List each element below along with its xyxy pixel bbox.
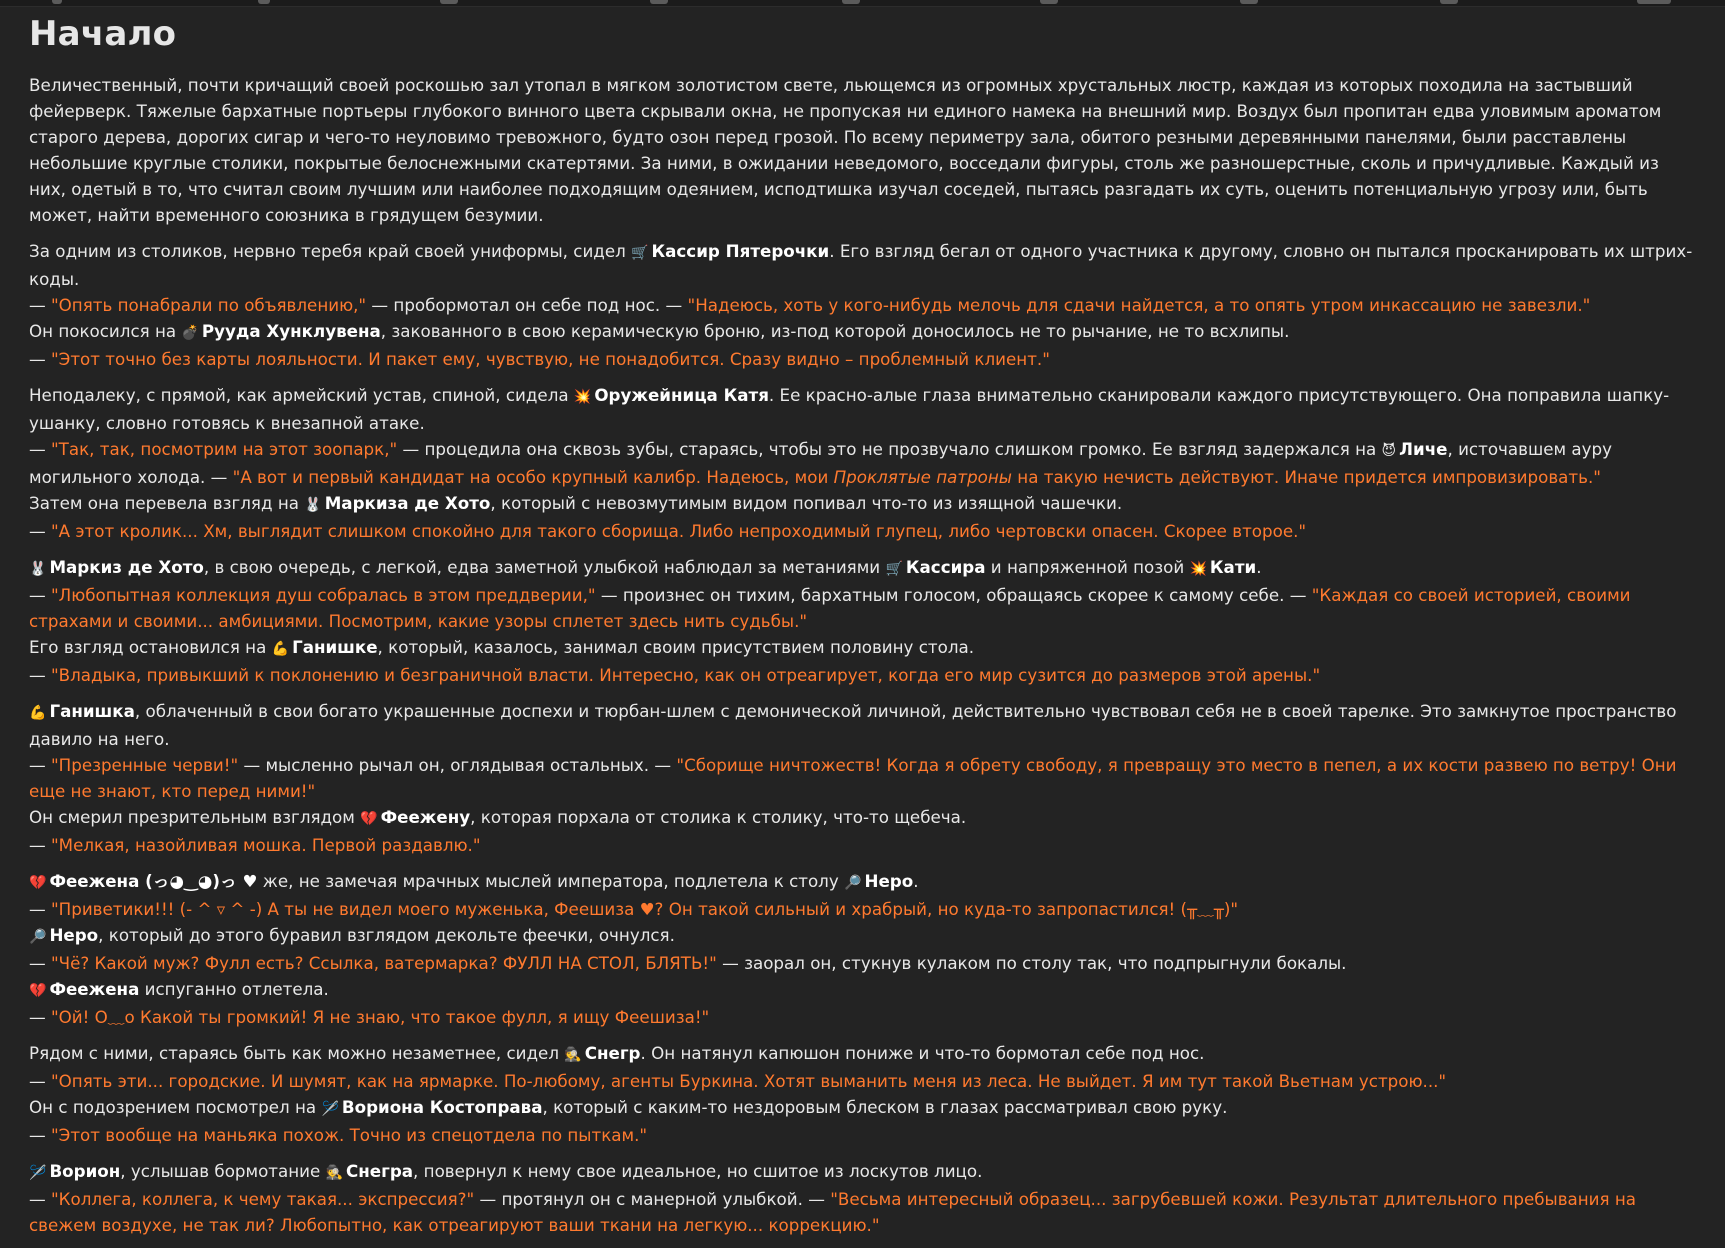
text-line: 💔 Феежена (っ◕‿◕)っ ♥ же, не замечая мрачных мыслей императора, подлетела к столу 🔎 Неро. xyxy=(29,871,919,891)
quote: "Ой! O﹏o Какой ты громкий! Я не знаю, что такое фулл, я ищу Феешиза!" xyxy=(51,1007,710,1027)
text-line: 🪡 Ворион, услышав бормотание 🕵 Снегра, повернул к нему свое идеальное, но сшитое из лоскутов лицо. xyxy=(29,1161,983,1181)
quote: "Весьма интересный образец... загрубевшей кожи. Результат длительного пребывания на свежем воздухе, не так ли? Любопытно, как отреагируют ваши ткани на легкую... коррекцию." xyxy=(29,1189,1636,1235)
rabbit-icon: 🐰 xyxy=(304,497,322,513)
text-line: 🔎 Неро, который до этого буравил взглядом декольте феечки, очнулся. xyxy=(29,925,675,945)
toolbar-icon[interactable] xyxy=(258,0,270,4)
broken-heart-icon: 💔 xyxy=(360,811,378,827)
character-name: Ганишка xyxy=(49,701,135,721)
character-name: Маркиз де Хото xyxy=(49,557,204,577)
broken-heart-icon: 💔 xyxy=(29,875,47,891)
character-name: Кати xyxy=(1209,557,1257,577)
dialogue-line: — "Этот вообще на маньяка похож. Точно из спецотдела по пыткам." xyxy=(29,1125,648,1145)
text-line: Он покосился на 💣 Рууда Хунклувена, закованного в свою керамическую броню, из-под которой доносилось не то рычание, не то всхлипы. xyxy=(29,321,1290,341)
text-line: Он смерил презрительным взглядом 💔 Феежену, которая порхала от столика к столику, что-то щебеча. xyxy=(29,807,967,827)
quote: "Надеюсь, хоть у кого-нибудь мелочь для сдачи найдется, а то опять утром инкассацию не завезли." xyxy=(687,295,1591,315)
dialogue-line: — "Опять эти... городские. И шумят, как на ярмарке. По-любому, агенты Буркина. Хотят выманить меня из леса. Не выйдет. Я им тут такой Вьетнам устрою..." xyxy=(29,1071,1447,1091)
dialogue-line: — "Любопытная коллекция душ собралась в этом преддверии," — произнес он тихим, бархатным голосом, обращаясь скорее к самому себе. — "Каждая со своей историей, своими страхами и своими... амбициями. Посмотрим, какие узоры сплетет здесь нить судьбы." xyxy=(29,585,1631,631)
quote: "А этот кролик... Хм, выглядит слишком спокойно для такого сборища. Либо непроходимый глупец, либо чертовски опасен. Скорее второе." xyxy=(51,521,1307,541)
text-line: Он с подозрением посмотрел на 🪡 Вориона Костоправа, который с каким-то нездоровым блеском в глазах рассматривал свою руку. xyxy=(29,1097,1228,1117)
quote: "Опять понабрали по объявлению," xyxy=(51,295,367,315)
character-name: Вориона Костоправа xyxy=(341,1097,543,1117)
quote: "Чё? Какой муж? Фулл есть? Ссылка, ватермарка? ФУЛЛ НА СТОЛ, БЛЯТЬ!" xyxy=(51,953,717,973)
paragraph-vorion xyxy=(29,1158,1697,1238)
paragraph-ganishka xyxy=(29,698,1697,858)
text-line: Рядом с ними, стараясь быть как можно незаметнее, сидел 🕵 Снегр. Он натянул капюшон пониже и что-то бормотал себе под нос. xyxy=(29,1043,1205,1063)
toolbar-icon[interactable] xyxy=(1240,0,1258,4)
dialogue-line: — "Так, так, посмотрим на этот зоопарк," — процедила она сквозь зубы, стараясь, чтобы это не прозвучало слишком громко. Ее взгляд задержался на 😈 Личе, источавшем ауру могильного холода. — "А вот и первый кандидат на особо крупный калибр. Надеюсь, мои Проклятые патроны на такую нечисть действуют. Иначе придется импровизировать." xyxy=(29,439,1612,487)
cart-icon: 🛒 xyxy=(885,561,903,577)
needle-icon: 🪡 xyxy=(321,1101,339,1117)
dialogue-line: — "Презренные черви!" — мысленно рычал он, оглядывая остальных. — "Сборище ничтожеств! Когда я обрету свободу, я превращу это место в пепел, а их кости развею по ветру! Они еще не знают, кто перед ними!" xyxy=(29,755,1677,801)
quote: "А вот и первый кандидат на особо крупный калибр. Надеюсь, мои Проклятые патроны на такую нечисть действуют. Иначе придется импровизировать." xyxy=(232,467,1601,487)
character-name: Маркиза де Хото xyxy=(324,493,491,513)
detective-icon: 🕵 xyxy=(325,1165,344,1181)
paragraph-katya xyxy=(29,382,1697,544)
rabbit-icon: 🐰 xyxy=(29,561,47,577)
text-line: Его взгляд остановился на 💪 Ганишке, который, казалось, занимал своим присутствием половину стола. xyxy=(29,637,975,657)
dialogue-line: — "Этот точно без карты лояльности. И пакет ему, чувствую, не понадобится. Сразу видно – проблемный клиент." xyxy=(29,349,1050,369)
dialogue-line: — "Чё? Какой муж? Фулл есть? Ссылка, ватермарка? ФУЛЛ НА СТОЛ, БЛЯТЬ!" — заорал он, стукнув кулаком по столу так, что подпрыгнули бокалы. xyxy=(29,953,1347,973)
paragraph-cashier xyxy=(29,238,1697,372)
character-name: Снегр xyxy=(584,1043,641,1063)
bomb-icon: 💣 xyxy=(181,325,199,341)
quote: "Мелкая, назойливая мошка. Первой раздавлю." xyxy=(51,835,481,855)
story-content xyxy=(29,8,1697,1248)
paragraph-marquis xyxy=(29,554,1697,688)
dialogue-line: — "Мелкая, назойливая мошка. Первой раздавлю." xyxy=(29,835,481,855)
paragraph-snegr xyxy=(29,1040,1697,1148)
text-line: За одним из столиков, нервно теребя край своей униформы, сидел 🛒 Кассир Пятерочки. Его взгляд бегал от одного участника к другому, словно он пытался просканировать их штрих-коды. xyxy=(29,241,1693,289)
character-name: Кассира xyxy=(905,557,986,577)
character-name: Ганишке xyxy=(292,637,378,657)
quote: "Каждая со своей историей, своими страхами и своими... амбициями. Посмотрим, какие узоры сплетет здесь нить судьбы." xyxy=(29,585,1631,631)
top-toolbar xyxy=(0,0,1725,7)
quote: "Сборище ничтожеств! Когда я обрету свободу, я превращу это место в пепел, а их кости развею по ветру! Они еще не знают, кто перед ними!" xyxy=(29,755,1677,801)
quote: "Опять эти... городские. И шумят, как на ярмарке. По-любому, агенты Буркина. Хотят выманить меня из леса. Не выйдет. Я им тут такой Вьетнам устрою..." xyxy=(51,1071,1447,1091)
text-line: 💪 Ганишка, облаченный в свои богато украшенные доспехи и тюрбан-шлем с демонической личиной, действительно чувствовал себя не в своей тарелке. Это замкнутое пространство давило на него. xyxy=(29,701,1677,749)
detective-icon: 🕵 xyxy=(564,1047,582,1063)
text-line: 🐰 Маркиз де Хото, в свою очередь, с легкой, едва заметной улыбкой наблюдал за метаниями 🛒 Кассира и напряженной позой 💥 Кати. xyxy=(29,557,1262,577)
dialogue-line: — "А этот кролик... Хм, выглядит слишком спокойно для такого сборища. Либо непроходимый глупец, либо чертовски опасен. Скорее второе." xyxy=(29,521,1307,541)
text-line: 💔 Феежена испуганно отлетела. xyxy=(29,979,329,999)
dialogue-line: — "Ой! O﹏o Какой ты громкий! Я не знаю, что такое фулл, я ищу Феешиза!" xyxy=(29,1007,710,1027)
character-name: Личе xyxy=(1399,439,1448,459)
dialogue-line: — "Опять понабрали по объявлению," — пробормотал он себе под нос. — "Надеюсь, хоть у кого-нибудь мелочь для сдачи найдется, а то опять утром инкассацию не завезли." xyxy=(29,295,1591,315)
magnifier-icon: 🔎 xyxy=(29,929,47,945)
toolbar-icon[interactable] xyxy=(52,0,62,4)
character-name: Снегра xyxy=(346,1161,414,1181)
character-name: Неро xyxy=(864,871,914,891)
quote: "Этот вообще на маньяка похож. Точно из спецотдела по пыткам." xyxy=(51,1125,648,1145)
toolbar-icon[interactable] xyxy=(1637,0,1671,4)
text-line: Затем она перевела взгляд на 🐰 Маркиза де Хото, который с невозмутимым видом попивал что-то из изящной чашечки. xyxy=(29,493,1123,513)
toolbar-icon[interactable] xyxy=(650,0,668,4)
character-name: Феежена xyxy=(49,979,140,999)
paragraph-feezhena xyxy=(29,868,1697,1030)
paragraph-intro: Величественный, почти кричащий своей роскошью зал утопал в мягком золотистом свете, льющемся из огромных хрустальных люстр, каждая из которых походила на застывший фейерверк. Тяжелые бархатные портьеры глубокого винного цвета скрывали окна, не пропуская ни единого намека на внешний мир. Воздух был пропитан едва уловимым ароматом старого дерева, дорогих сигар и чего-то неуловимо тревожного, будто озон перед грозой. По всему периметру зала, обитого резными деревянными панелями, были расставлены небольшие круглые столики, покрытые белоснежными скатертями. За ними, в ожидании неведомого, восседали фигуры, столь же разношерстные, сколь и причудливые. Каждый из них, одетый в то, что считал своим лучшим или наиболее подходящим одеянием, исподтишка изучал соседей, пытаясь разгадать их суть, оценить потенциальную угрозу или, быть может, найти временного союзника в грядущем безумии. xyxy=(29,75,1662,225)
character-name: Рууда Хунклувена xyxy=(201,321,381,341)
character-name: Кассир Пятерочки xyxy=(651,241,830,261)
dialogue-line: — "Владыка, привыкший к поклонению и безграничной власти. Интересно, как он отреагирует, когда его мир сузится до размеров этой арены." xyxy=(29,665,1321,685)
dialogue-line: — "Коллега, коллега, к чему такая... экспрессия?" — протянул он с манерной улыбкой. — "Весьма интересный образец... загрубевшей кожи. Результат длительного пребывания на свежем воздухе, не так ли? Любопытно, как отреагируют ваши ткани на легкую... коррекцию." xyxy=(29,1189,1636,1235)
quote: "Владыка, привыкший к поклонению и безграничной власти. Интересно, как он отреагирует, когда его мир сузится до размеров этой арены." xyxy=(51,665,1321,685)
toolbar-icon[interactable] xyxy=(842,0,860,4)
toolbar-icon[interactable] xyxy=(1440,0,1458,4)
quote: "Этот точно без карты лояльности. И пакет ему, чувствую, не понадобится. Сразу видно – проблемный клиент." xyxy=(51,349,1050,369)
text-line: Неподалеку, с прямой, как армейский устав, спиной, сидела 💥 Оружейница Катя. Ее красно-алые глаза внимательно сканировали каждого присутствующего. Она поправила шапку-ушанку, словно готовясь к внезапной атаке. xyxy=(29,385,1670,433)
character-name: Неро xyxy=(49,925,99,945)
explosion-icon: 💥 xyxy=(1189,561,1207,577)
dialogue-line: — "Приветики!!! (- ^ ▿ ^ -) А ты не видел моего муженька, Феешиза ♥? Он такой сильный и храбрый, но куда-то запропастился! (╥﹏╥)" xyxy=(29,899,1239,919)
explosion-icon: 💥 xyxy=(573,389,592,405)
quote: "Приветики!!! (- ^ ▿ ^ -) А ты не видел моего муженька, Феешиза ♥? Он такой сильный и храбрый, но куда-то запропастился! (╥﹏╥)" xyxy=(51,899,1239,919)
quote: "Презренные черви!" xyxy=(51,755,239,775)
quote: "Так, так, посмотрим на этот зоопарк," xyxy=(51,439,398,459)
needle-icon: 🪡 xyxy=(29,1165,47,1181)
character-name: Оружейница Катя xyxy=(594,385,769,405)
muscle-icon: 💪 xyxy=(271,641,290,657)
toolbar-icon[interactable] xyxy=(1040,0,1058,4)
quote: "Любопытная коллекция душ собралась в этом преддверии," xyxy=(51,585,596,605)
broken-heart-icon: 💔 xyxy=(29,983,47,999)
cart-icon: 🛒 xyxy=(631,245,649,261)
page-title: Начало xyxy=(29,14,177,54)
toolbar-icon[interactable] xyxy=(440,0,458,4)
character-name: Ворион xyxy=(49,1161,121,1181)
magnifier-icon: 🔎 xyxy=(844,875,862,891)
character-name: Феежену xyxy=(380,807,471,827)
devil-icon: 😈 xyxy=(1381,443,1397,459)
quote: "Коллега, коллега, к чему такая... экспрессия?" xyxy=(51,1189,475,1209)
character-name: Феежена (っ◕‿◕)っ ♥ xyxy=(49,871,258,891)
muscle-icon: 💪 xyxy=(29,705,47,721)
